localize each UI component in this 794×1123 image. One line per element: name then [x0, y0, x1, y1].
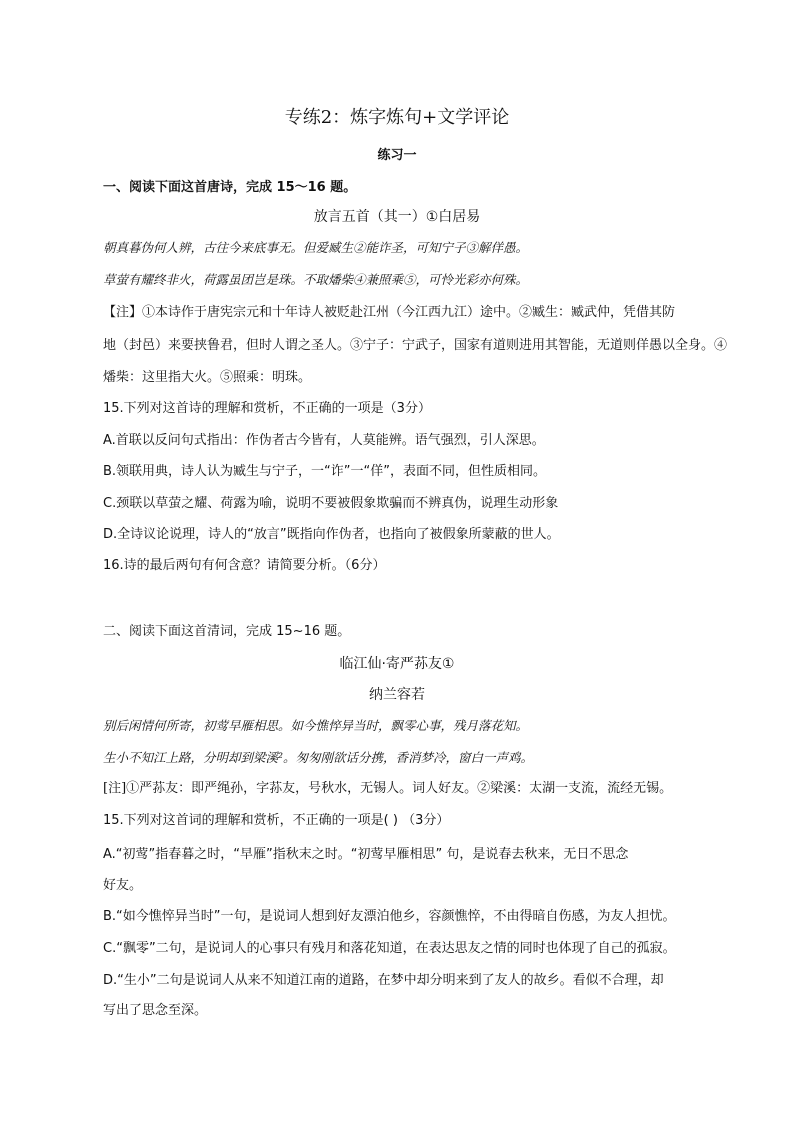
poem2-author: 纳兰容若: [369, 687, 425, 703]
option-c: C.“飘零”二句，是说词人的心事只有残月和落花知道，在表达思友之情的同时也体现了自己的孤寂。: [103, 941, 676, 956]
question-15-stem: 15.下列对这首诗的理解和赏析，不正确的一项是（3分）: [103, 401, 431, 416]
option-d: D.“生小”二句是说词人从来不知道江南的道路，在梦中却分明来到了友人的故乡。看似不合理，却: [103, 973, 664, 988]
page-title: 专练2：炼字炼句+文学评论: [284, 107, 510, 128]
poem1-line: 朝真暮伪何人辨，古往今来底事无。但爱臧生②能诈圣，可知宁子③解佯愚。: [103, 240, 529, 255]
option-d-continued: 写出了思念至深。: [103, 1003, 208, 1018]
section1-heading: 一、阅读下面这首唐诗，完成 15～16 题。: [103, 180, 357, 195]
option-d: D.全诗议论说理，诗人的“放言”既指向作伪者，也指向了被假象所蒙蔽的世人。: [103, 527, 560, 542]
option-a-continued: 好友。: [103, 878, 143, 893]
poem2-note: [注]①严荪友：即严绳孙，字荪友，号秋水，无锡人。词人好友。②梁溪：太湖一支流，流经无锡。: [103, 781, 673, 796]
poem1-note-line: 地（封邑）来要挟鲁君，但时人谓之圣人。③宁子：宁武子，国家有道则进用其智能，无道则佯愚以全身。④: [103, 338, 728, 353]
option-b: B.领联用典，诗人认为臧生与宁子，一“诈”一“佯”，表面不同，但性质相同。: [103, 464, 546, 479]
poem1-note-line: 【注】①本诗作于唐宪宗元和十年诗人被贬赴江州（今江西九江）途中。②臧生：臧武仲，凭借其防: [103, 305, 676, 320]
poem2-line: 生小不知江上路，分明却到梁溪²。匆匆刚欲话分携，香消梦冷，窗白一声鸡。: [103, 750, 534, 765]
question-16: 16.诗的最后两句有何含意？请简要分析。（6分）: [103, 558, 386, 573]
option-c: C.颈联以草萤之耀、荷露为喻，说明不要被假象欺骗而不辨真伪，说理生动形象: [103, 496, 559, 511]
section2-heading: 二、阅读下面这首清词，完成 15~16 题。: [103, 624, 351, 639]
exercise-label: 练习一: [377, 148, 417, 163]
poem1-line: 草萤有耀终非火，荷露虽团岂是珠。不取燔柴④兼照乘⑤，可怜光彩亦何殊。: [103, 272, 529, 287]
option-a: A.“初莺”指春暮之时，“早雁”指秋末之时。“初莺早雁相思” 句，是说春去秋来，无日不思念: [103, 847, 629, 862]
poem1-note-line: 燔柴：这里指大火。⑤照乘：明珠。: [103, 370, 312, 385]
option-a: A.首联以反问句式指出：作伪者古今皆有，人莫能辨。语气强烈，引人深思。: [103, 433, 545, 448]
poem2-line: 别后闲情何所寄，初莺早雁相思。如今憔悴异当时，飘零心事，残月落花知。: [103, 718, 529, 733]
question-15b-stem: 15.下列对这首词的理解和赏析，不正确的一项是( ) （3分）: [103, 813, 450, 828]
option-b: B.“如今憔悴异当时”一句，是说词人想到好友漂泊他乡，容颜憔悴，不由得暗自伤感，为友人担忧。: [103, 909, 676, 924]
poem1-title: 放言五首（其一）①白居易: [313, 209, 481, 225]
poem2-title: 临江仙·寄严荪友①: [339, 656, 455, 672]
